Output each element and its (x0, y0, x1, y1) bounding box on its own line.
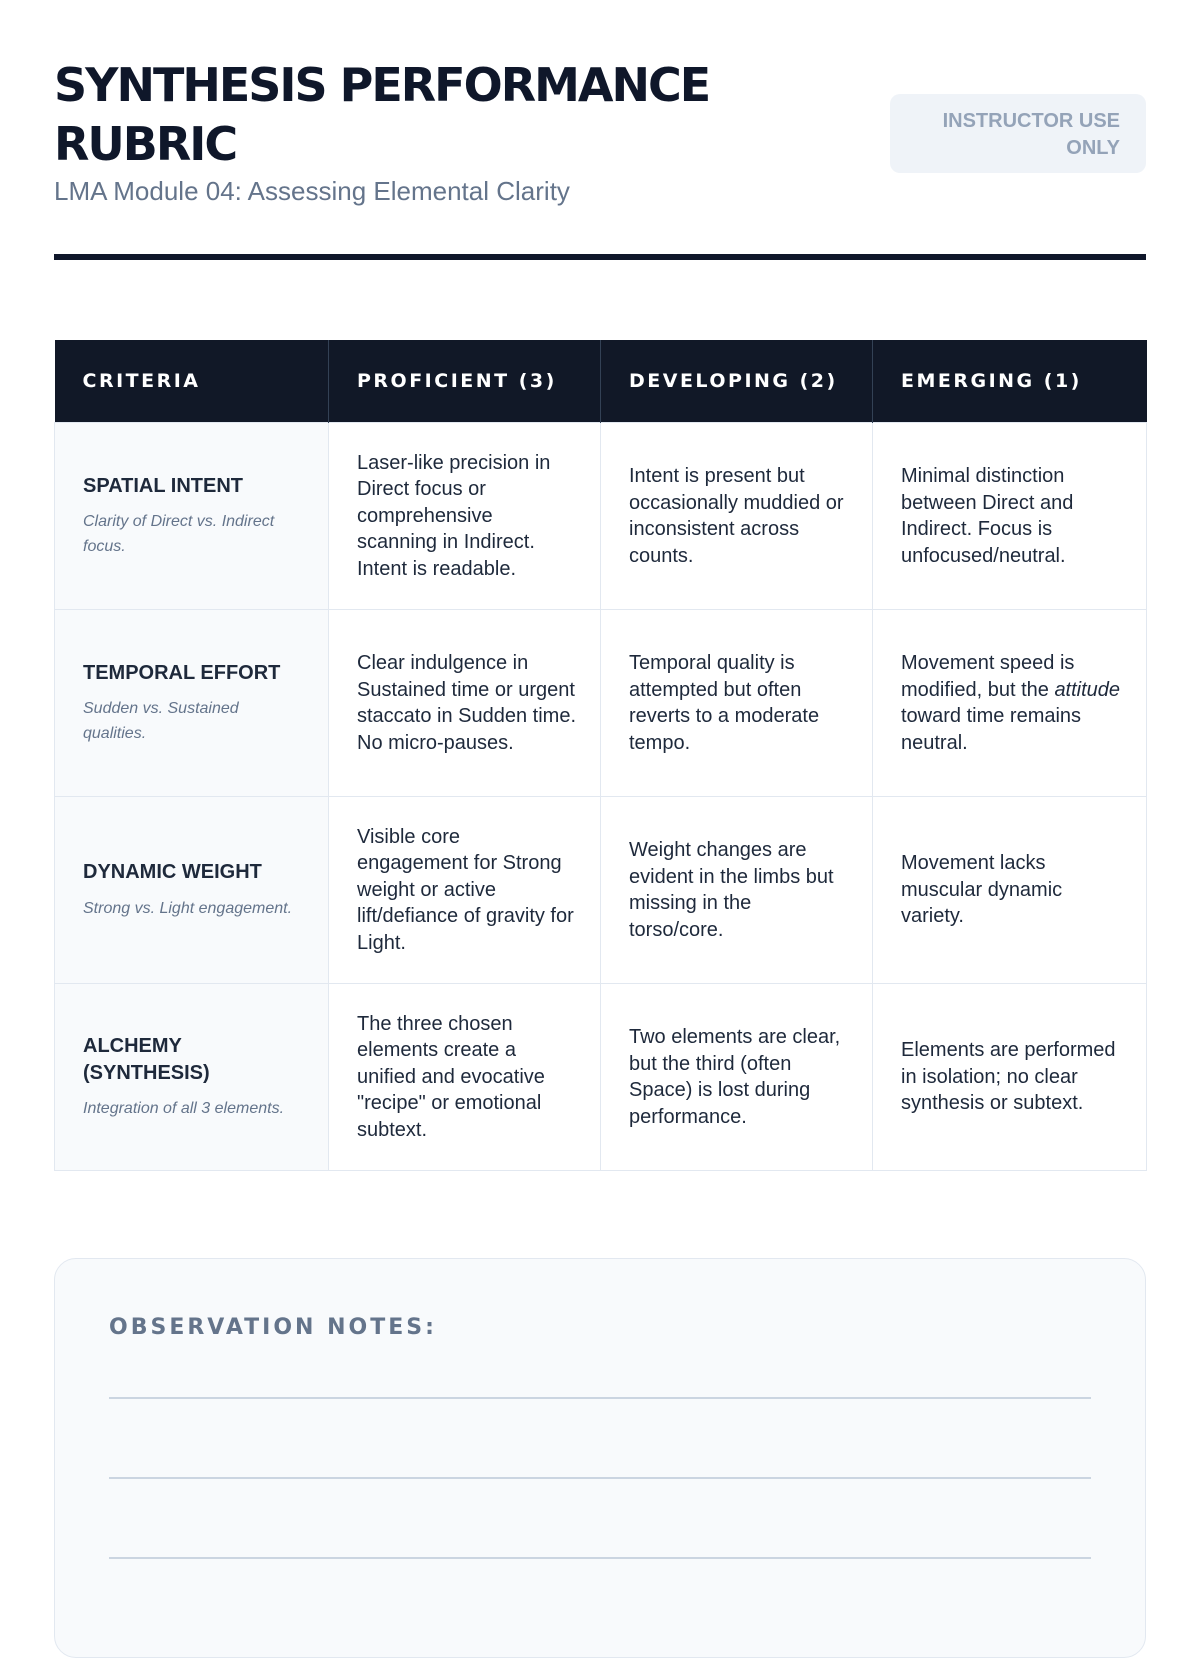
emerging-cell: Elements are performed in isolation; no clear synthesis or subtext. (873, 984, 1147, 1171)
developing-cell: Intent is present but occasionally muddied or inconsistent across counts. (601, 423, 873, 610)
column-header-emerging: EMERGING (1) (873, 340, 1147, 423)
table-row (55, 984, 1147, 1171)
emerging-text-emphasis: attitude (1054, 678, 1121, 701)
observation-notes-box (54, 1258, 1146, 1658)
page-title: SYNTHESIS PERFORMANCE RUBRIC (54, 58, 710, 171)
criteria-name: ALCHEMY (SYNTHESIS) (83, 1035, 210, 1084)
page-header (54, 0, 1146, 262)
note-line[interactable] (109, 1557, 1091, 1559)
header-divider (54, 254, 1146, 260)
column-header-developing: DEVELOPING (2) (601, 340, 873, 423)
criteria-description: Integration of all 3 elements. (83, 1100, 285, 1117)
instructor-badge: INSTRUCTOR USE ONLY (890, 94, 1146, 173)
criteria-name: SPATIAL INTENT (83, 474, 243, 497)
proficient-cell: Clear indulgence in Sustained time or urgent staccato in Sudden time. No micro-pauses. (329, 610, 601, 797)
table-row (55, 610, 1147, 797)
developing-cell: Weight changes are evident in the limbs but missing in the torso/core. (601, 797, 873, 984)
emerging-text-start: Movement speed is modified, but the (901, 652, 1075, 701)
criteria-description: Clarity of Direct vs. Indirect focus. (83, 513, 275, 556)
emerging-text-end: toward time remains neutral. (901, 705, 1082, 754)
table-row (55, 423, 1147, 610)
proficient-cell: The three chosen elements create a unified and evocative "recipe" or emotional subtext. (329, 984, 601, 1171)
observation-notes-title: OBSERVATION NOTES: (109, 1315, 437, 1340)
criteria-cell (55, 984, 329, 1171)
table-row (55, 797, 1147, 984)
criteria-description: Sudden vs. Sustained qualities. (83, 700, 239, 743)
criteria-description: Strong vs. Light engagement. (83, 899, 293, 917)
rubric-header-row (55, 340, 1147, 423)
emerging-cell (873, 610, 1147, 797)
proficient-cell: Laser-like precision in Direct focus or comprehensive scanning in Indirect. Intent is readable. (329, 423, 601, 610)
column-header-proficient: PROFICIENT (3) (329, 340, 601, 423)
note-line[interactable] (109, 1477, 1091, 1479)
page-subtitle: LMA Module 04: Assessing Elemental Clarity (54, 176, 570, 206)
developing-cell: Two elements are clear, but the third (often Space) is lost during performance. (601, 984, 873, 1171)
proficient-cell: Visible core engagement for Strong weight or active lift/defiance of gravity for Light. (329, 797, 601, 984)
emerging-cell: Movement lacks muscular dynamic variety. (873, 797, 1147, 984)
criteria-cell (55, 610, 329, 797)
criteria-cell (55, 797, 329, 984)
developing-cell: Temporal quality is attempted but often reverts to a moderate tempo. (601, 610, 873, 797)
column-header-criteria: CRITERIA (55, 340, 329, 423)
rubric-table (54, 340, 1147, 1171)
emerging-cell: Minimal distinction between Direct and Indirect. Focus is unfocused/neutral. (873, 423, 1147, 610)
criteria-name: DYNAMIC WEIGHT (83, 861, 262, 884)
criteria-name: TEMPORAL EFFORT (83, 661, 281, 684)
note-line[interactable] (109, 1397, 1091, 1399)
criteria-cell (55, 423, 329, 610)
